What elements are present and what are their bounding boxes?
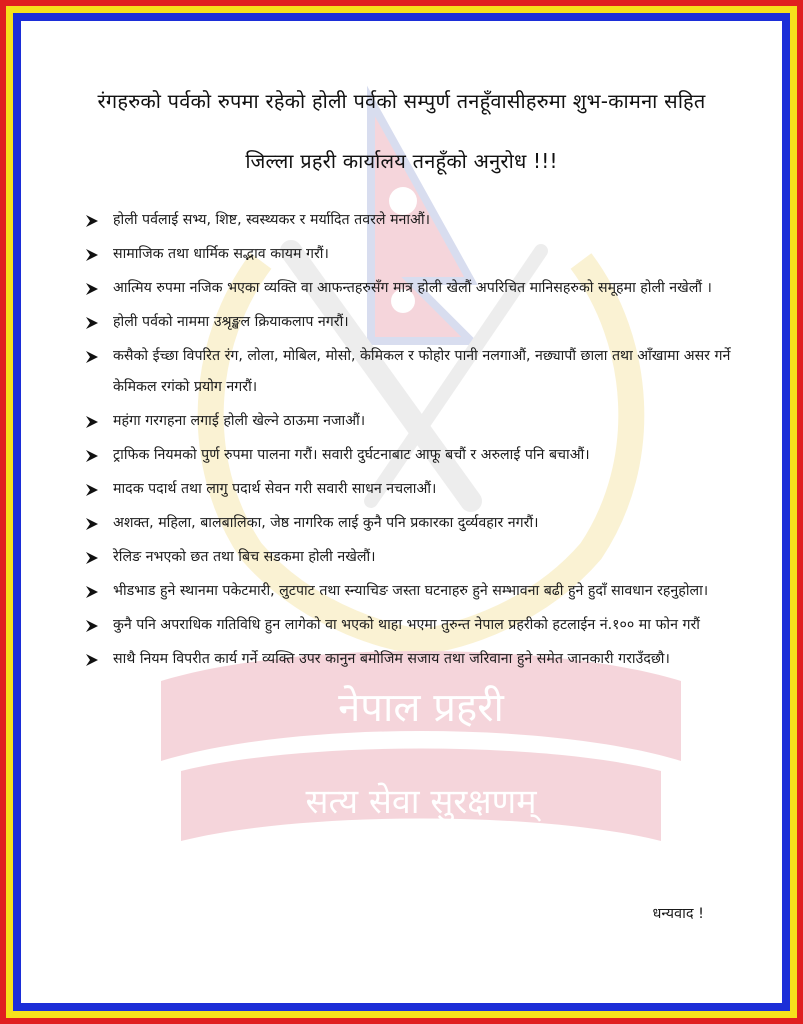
list-item xyxy=(85,576,753,607)
arrow-bullet-icon xyxy=(85,214,99,228)
thank-you-text: धन्यवाद ! xyxy=(652,906,704,922)
list-item xyxy=(85,610,753,641)
point-text: आत्मिय रुपमा नजिक भएका व्यक्ति वा आफन्तहरुसँग मात्र होली खेलौं अपरिचित मानिसहरुको समूहमा होली नखेलौं । xyxy=(113,280,712,296)
list-item xyxy=(85,542,753,573)
list-item xyxy=(85,508,753,539)
point-text: होली पर्वलाई सभ्य, शिष्ट, स्वस्थ्यकर र मर्यादित तवरले मनाऔं। xyxy=(113,212,430,228)
arrow-bullet-icon xyxy=(85,653,99,667)
point-text: ट्राफिक नियमको पुर्ण रुपमा पालना गरौं। सवारी दुर्घटनाबाट आफू बचौं र अरुलाई पनि बचाऔं। xyxy=(113,447,590,463)
arrow-bullet-icon xyxy=(85,415,99,429)
notice-heading-line-2: जिल्ला प्रहरी कार्यालय तनहूँको अनुरोध !!! xyxy=(245,149,558,173)
ribbon-bottom-text: सत्य सेवा सुरक्षणम् xyxy=(305,782,537,822)
arrow-bullet-icon xyxy=(85,517,99,531)
arrow-bullet-icon xyxy=(85,551,99,565)
point-text: महंगा गरगहना लगाई होली खेल्ने ठाऊमा नजाऔं। xyxy=(113,413,366,429)
arrow-bullet-icon xyxy=(85,585,99,599)
arrow-bullet-icon xyxy=(85,350,99,364)
list-item xyxy=(85,341,753,403)
point-text: कसैको ईच्छा विपरित रंग, लोला, मोबिल, मोसो, केमिकल र फोहोर पानी नलगाऔं, नछ्यापौं छाला तथा आँखामा असर गर्ने केमिकल रगंको प्रयोग नगरौं। xyxy=(113,348,731,395)
point-text: मादक पदार्थ तथा लागु पदार्थ सेवन गरी सवारी साधन नचलाऔं। xyxy=(113,481,437,497)
arrow-bullet-icon xyxy=(85,316,99,330)
list-item xyxy=(85,307,753,338)
point-text: होली पर्वको नाममा उश्रृङ्खल क्रियाकलाप नगरौं। xyxy=(113,314,349,330)
notice-heading-line-1: रंगहरुको पर्वको रुपमा रहेको होली पर्वको सम्पुर्ण तनहूँवासीहरुमा शुभ-कामना सहित xyxy=(97,89,706,113)
list-item xyxy=(85,406,753,437)
notice-content xyxy=(21,21,782,1003)
point-text: भीडभाड हुने स्थानमा पकेटमारी, लुटपाट तथा स्न्याचिङ जस्ता घटनाहरु हुने सम्भावना बढी हुने हुदाँ सावधान रहनुहोला। xyxy=(113,583,709,599)
arrow-bullet-icon xyxy=(85,248,99,262)
list-item xyxy=(85,440,753,471)
arrow-bullet-icon xyxy=(85,619,99,633)
list-item xyxy=(85,205,753,236)
point-text: सामाजिक तथा धार्मिक सद्भाव कायम गरौं। xyxy=(113,246,329,262)
point-text: कुनै पनि अपराधिक गतिविधि हुन लागेको वा भएको थाहा भएमा तुरुन्त नेपाल प्रहरीको हटलाईन नं.१०० मा फोन गरौं xyxy=(113,617,700,633)
point-text: साथै नियम विपरीत कार्य गर्ने व्यक्ति उपर कानुन बमोजिम सजाय तथा जरिवाना हुने समेत जानकारी गराउँदछौ। xyxy=(113,651,670,667)
arrow-bullet-icon xyxy=(85,449,99,463)
arrow-bullet-icon xyxy=(85,282,99,296)
notice-points-list xyxy=(85,205,753,678)
arrow-bullet-icon xyxy=(85,483,99,497)
list-item xyxy=(85,474,753,505)
point-text: अशक्त, महिला, बालबालिका, जेष्ठ नागरिक लाई कुनै पनि प्रकारका दुर्व्यवहार नगरौं। xyxy=(113,515,539,531)
list-item xyxy=(85,273,753,304)
ribbon-top-text: नेपाल प्रहरी xyxy=(338,685,504,731)
list-item xyxy=(85,239,753,270)
notice-paper xyxy=(21,21,782,1003)
point-text: रेलिङ नभएको छत तथा बिच सडकमा होली नखेलौं। xyxy=(113,549,376,565)
list-item xyxy=(85,644,753,675)
